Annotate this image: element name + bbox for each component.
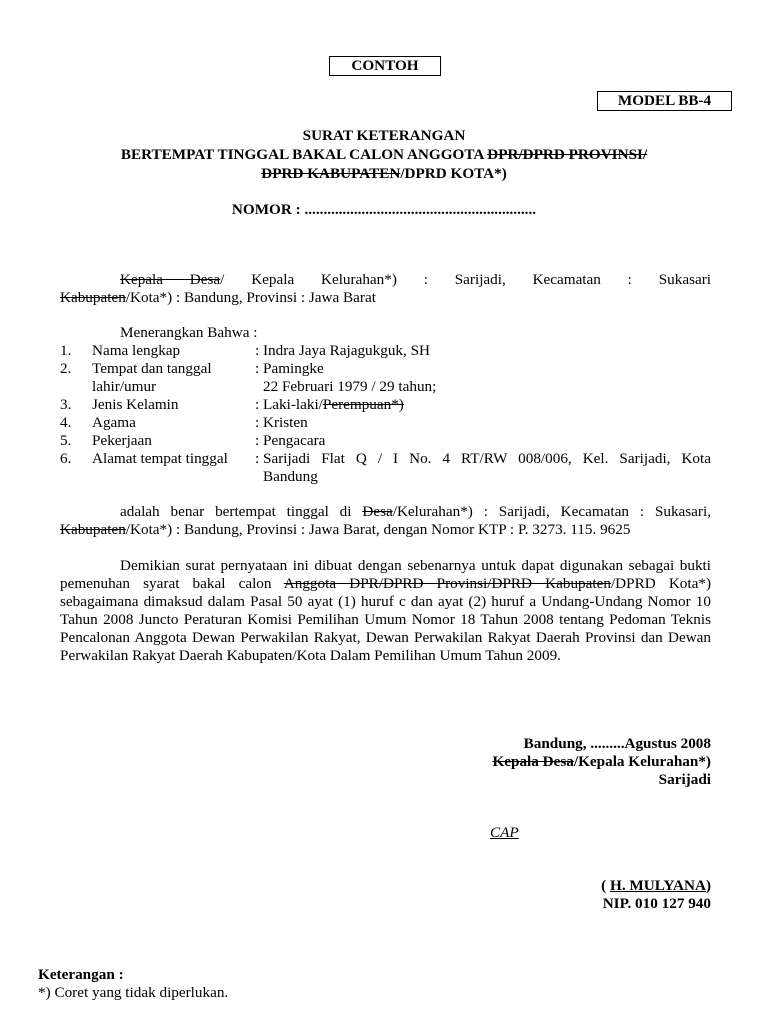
paragraph-1 — [60, 271, 711, 307]
detail-value-line-1: Sarijadi Flat Q / I No. 4 RT/RW 008/006, Kel. Sarijadi, Kota — [263, 450, 711, 467]
line-text: /DPRD Kota*) — [610, 575, 711, 592]
struck-text: Kepala Desa — [120, 271, 221, 288]
detail-number: 1. — [60, 342, 72, 359]
title-line-3-struck: DPRD KABUPATEN — [261, 165, 401, 182]
name-open-paren: ( — [601, 877, 611, 894]
detail-number: 3. — [60, 396, 72, 413]
document-number: NOMOR : ............................................................. — [231, 201, 537, 218]
detail-value-line-1: Pamingke — [263, 360, 324, 377]
title-line-2 — [0, 145, 768, 164]
role-text: /Kepala Kelurahan*) — [573, 753, 711, 770]
title-line-3 — [0, 164, 768, 183]
detail-separator: : — [255, 360, 260, 377]
footnote-heading: Keterangan : — [38, 966, 124, 983]
paragraph-3-line-6: Perwakilan Rakyat Daerah Kabupaten/Kota Dalam Pemilihan Umum Tahun 2009. — [60, 647, 561, 664]
paragraph-3-line-2 — [60, 575, 711, 593]
detail-value: Indra Jaya Rajagukguk, SH — [263, 342, 431, 359]
detail-row-religion — [60, 414, 711, 432]
detail-value-text: Laki-laki/ — [263, 396, 323, 413]
detail-label: Agama — [92, 414, 136, 431]
signature-role — [492, 753, 711, 771]
line-text: / Kepala Kelurahan*) : Sarijadi, Kecamatan : Sukasari — [220, 271, 711, 288]
signatory-nip: NIP. 010 127 940 — [602, 895, 711, 912]
detail-row-address — [60, 450, 711, 486]
detail-number: 2. — [60, 360, 72, 377]
footnote-text: *) Coret yang tidak diperlukan. — [38, 984, 229, 1001]
detail-label — [92, 360, 255, 396]
line-text: pemenuhan syarat bakal calon — [60, 575, 284, 592]
document-title — [0, 126, 768, 183]
line-text: /Kota*) : Bandung, Provinsi : Jawa Barat, dengan Nomor KTP : P. 3273. 115. 9625 — [125, 521, 631, 538]
signatory-name-line — [601, 877, 711, 895]
detail-label-line-2: lahir/umur — [92, 378, 157, 395]
detail-separator: : — [255, 396, 260, 413]
footnote — [38, 966, 228, 1002]
struck-text: Anggota DPR/DPRD Provinsi/DPRD Kabupaten — [283, 575, 611, 592]
signature-area: Sarijadi — [658, 771, 711, 788]
paragraph-2-line-2 — [60, 521, 711, 539]
paragraph-3-line-3: sebagaimana dimaksud dalam Pasal 50 ayat (1) huruf c dan ayat (2) huruf a Undang-Undang Nomor 10 — [60, 593, 711, 610]
detail-row-name — [60, 342, 711, 360]
detail-number: 6. — [60, 450, 72, 467]
signatory-name: H. MULYANA — [610, 877, 706, 894]
detail-value — [263, 360, 711, 396]
paragraph-3 — [60, 557, 711, 665]
detail-separator: : — [255, 450, 260, 467]
detail-value: Pengacara — [263, 432, 326, 449]
detail-value-line-2: Bandung — [263, 468, 318, 485]
detail-row-occupation — [60, 432, 711, 450]
title-line-2-text: BERTEMPAT TINGGAL BAKAL CALON ANGGOTA — [120, 146, 488, 163]
paragraph-1-line-1 — [60, 271, 711, 289]
detail-row-gender — [60, 396, 711, 414]
details-section — [60, 324, 711, 486]
detail-separator: : — [255, 414, 260, 431]
struck-text: Kepala Desa — [492, 753, 574, 770]
signatory-block — [601, 877, 711, 913]
detail-value-struck: Perempuan*) — [322, 396, 404, 413]
title-line-1: SURAT KETERANGAN — [302, 127, 466, 144]
paragraph-3-line-5: Pencalonan Anggota Dewan Perwakilan Rakyat, Dewan Perwakilan Rakyat Daerah Provinsi dan Dewan — [60, 629, 711, 646]
detail-label: Pekerjaan — [92, 432, 152, 449]
intro-text: Menerangkan Bahwa : — [120, 324, 258, 341]
detail-separator: : — [255, 342, 260, 359]
model-label: MODEL BB-4 — [597, 91, 732, 111]
stamp-placeholder: CAP — [490, 824, 519, 841]
detail-value — [263, 396, 711, 414]
detail-row-birth — [60, 360, 711, 396]
detail-value-line-2: 22 Februari 1979 / 29 tahun; — [263, 378, 437, 395]
detail-label: Jenis Kelamin — [92, 396, 179, 413]
struck-text: Kabupaten — [60, 289, 126, 306]
detail-separator: : — [255, 432, 260, 449]
paragraph-1-line-2 — [60, 289, 711, 307]
detail-value — [263, 450, 711, 486]
detail-number: 5. — [60, 432, 72, 449]
detail-number: 4. — [60, 414, 72, 431]
signature-place-date: Bandung, .........Agustus 2008 — [523, 735, 711, 752]
detail-label: Alamat tempat tinggal — [92, 450, 228, 467]
line-text: adalah benar bertempat tinggal di — [120, 503, 363, 520]
line-text: /Kota*) : Bandung, Provinsi : Jawa Barat — [125, 289, 376, 306]
struck-text: Kabupaten — [60, 521, 126, 538]
line-text: /Kelurahan*) : Sarijadi, Kecamatan : Sukasari, — [392, 503, 711, 520]
detail-label-line-1: Tempat dan tanggal — [92, 360, 212, 377]
signature-block — [492, 735, 711, 789]
struck-text: Desa — [362, 503, 393, 520]
title-line-2-struck: DPR/DPRD PROVINSI/ — [487, 146, 648, 163]
title-line-3-text: /DPRD KOTA*) — [400, 165, 507, 182]
contoh-label: CONTOH — [329, 56, 441, 76]
paragraph-2 — [60, 503, 711, 539]
name-close-paren: ) — [705, 877, 711, 894]
paragraph-2-line-1 — [60, 503, 711, 521]
paragraph-3-line-4: Tahun 2008 Juncto Peraturan Komisi Pemilihan Umum Nomor 18 Tahun 2008 tentang Pedoman Teknis — [60, 611, 711, 628]
detail-value: Kristen — [263, 414, 308, 431]
detail-label: Nama lengkap — [92, 342, 181, 359]
paragraph-3-line-1: Demikian surat pernyataan ini dibuat dengan sebenarnya untuk dapat digunakan sebagai bukti — [120, 557, 711, 574]
